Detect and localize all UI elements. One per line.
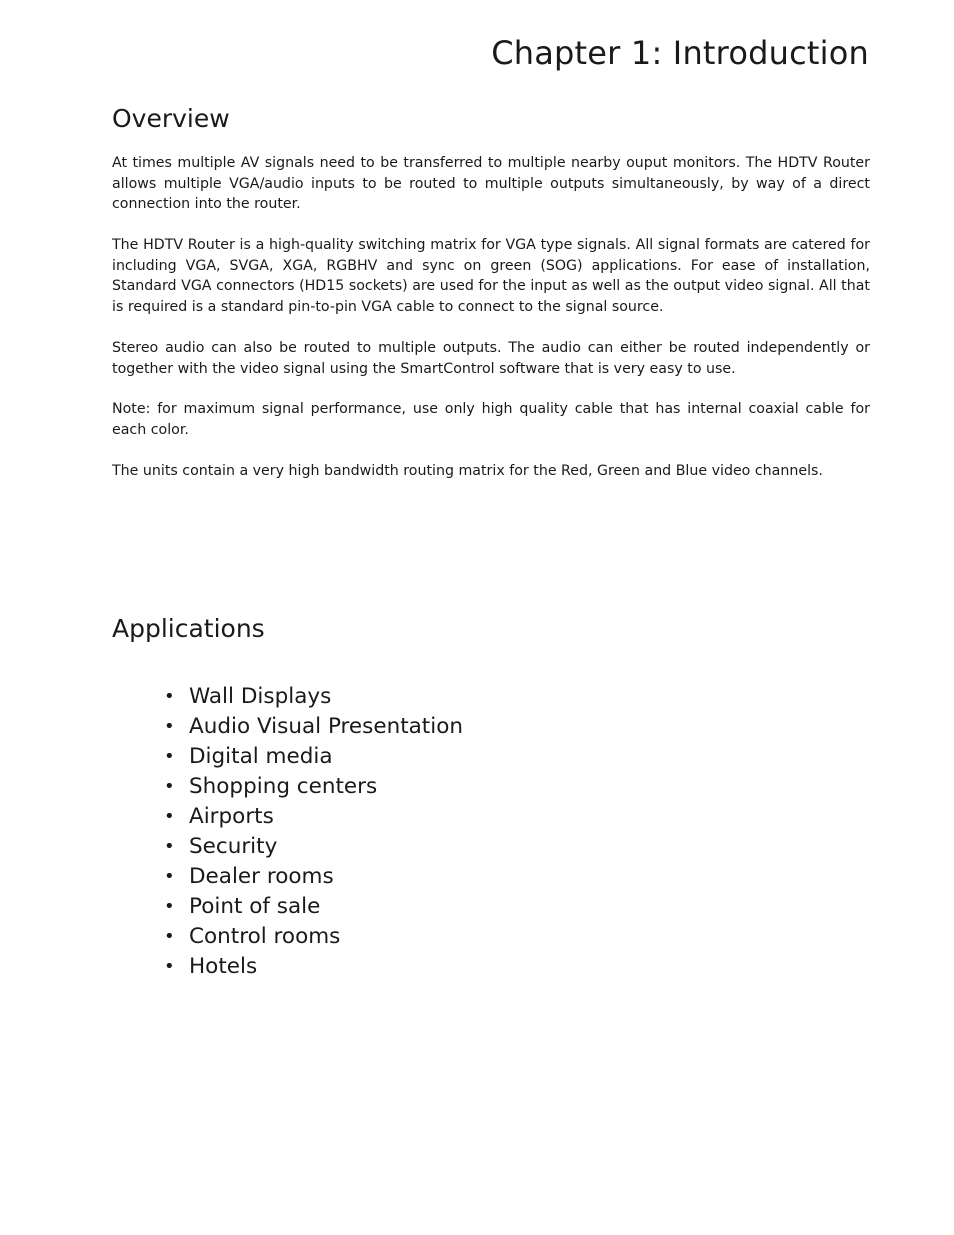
list-item-label: Airports <box>189 804 274 829</box>
list-item-label: Hotels <box>189 954 258 979</box>
bullet-icon: • <box>164 896 175 917</box>
list-item-label: Audio Visual Presentation <box>189 714 463 739</box>
bullet-icon: • <box>164 836 175 857</box>
applications-heading: Applications <box>112 614 265 643</box>
list-item <box>164 772 463 802</box>
bullet-icon: • <box>164 866 175 887</box>
list-item <box>164 892 463 922</box>
overview-paragraph-1: At times multiple AV signals need to be transferred to multiple nearby ouput monitors. The HDTV Router allows multiple VGA/audio inputs to be routed to multiple outputs simultaneously, by way of a direct connection into the router. <box>112 155 870 212</box>
list-item <box>164 862 463 892</box>
list-item <box>164 682 463 712</box>
bullet-icon: • <box>164 686 175 707</box>
overview-paragraph-3: Stereo audio can also be routed to multiple outputs. The audio can either be routed independently or together with the video signal using the SmartControl software that is very easy to use. <box>112 340 870 377</box>
list-item-label: Digital media <box>189 744 333 769</box>
list-item-label: Control rooms <box>189 924 341 949</box>
bullet-icon: • <box>164 806 175 827</box>
list-item <box>164 952 463 982</box>
applications-list <box>164 682 463 982</box>
list-item <box>164 832 463 862</box>
overview-paragraph-4: Note: for maximum signal performance, use only high quality cable that has internal coaxial cable for each color. <box>112 401 870 438</box>
list-item <box>164 802 463 832</box>
list-item <box>164 742 463 772</box>
bullet-icon: • <box>164 776 175 797</box>
bullet-icon: • <box>164 956 175 977</box>
list-item <box>164 922 463 952</box>
bullet-icon: • <box>164 746 175 767</box>
bullet-icon: • <box>164 926 175 947</box>
list-item-label: Shopping centers <box>189 774 378 799</box>
overview-heading: Overview <box>112 104 230 133</box>
list-item-label: Point of sale <box>189 894 321 919</box>
overview-paragraph-5: The units contain a very high bandwidth routing matrix for the Red, Green and Blue video channels. <box>112 463 823 479</box>
overview-paragraph-2: The HDTV Router is a high-quality switching matrix for VGA type signals. All signal formats are catered for including VGA, SVGA, XGA, RGBHV and sync on green (SOG) applications. For ease of installation, Standard VGA connectors (HD15 sockets) are used for the input as well as the output video signal. All that is required is a standard pin-to-pin VGA cable to connect to the signal source. <box>112 237 870 315</box>
list-item-label: Dealer rooms <box>189 864 334 889</box>
chapter-title: Chapter 1: Introduction <box>491 34 869 72</box>
bullet-icon: • <box>164 716 175 737</box>
list-item-label: Wall Displays <box>189 684 332 709</box>
list-item <box>164 712 463 742</box>
list-item-label: Security <box>189 834 278 859</box>
